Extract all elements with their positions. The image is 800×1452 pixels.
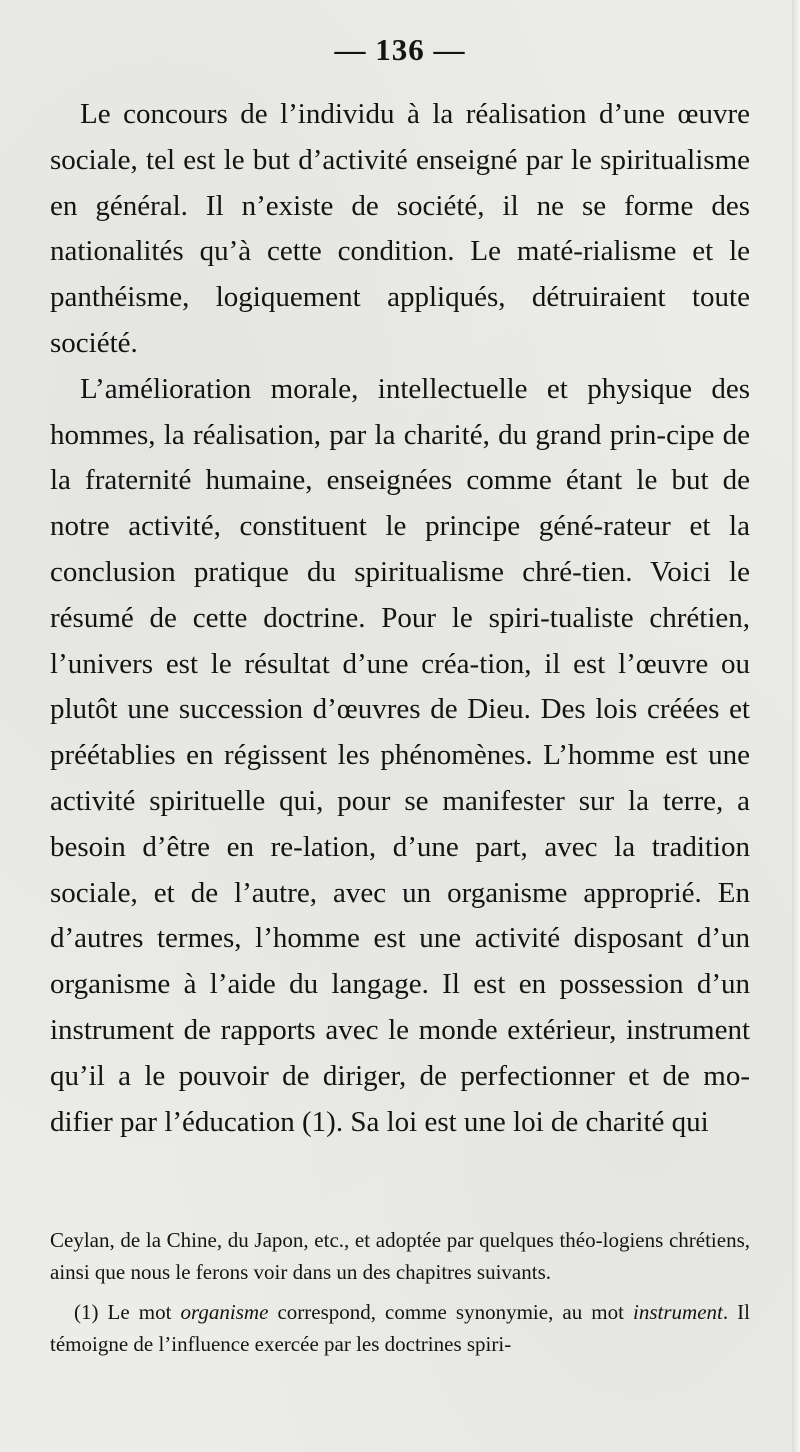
footnote-text-part: Le mot <box>98 1300 181 1324</box>
footnote-text-part: correspond, comme synonymie, au mot <box>268 1300 634 1324</box>
page-edge <box>792 0 800 1452</box>
footnote-term-instrument: instrument <box>633 1300 723 1324</box>
paragraph-1: Le concours de l’individu à la réalisation d’une œuvre sociale, tel est le but d’activité enseigné par le spiritualisme en général. Il n’existe de société, il ne se forme des nationalités qu’à cette condition. Le maté-rialisme et le panthéisme, logiquement appliqués, détruiraient toute société. <box>50 98 750 359</box>
main-text <box>50 92 750 1145</box>
footnote-1 <box>50 1296 750 1360</box>
page-number: — 136 — <box>334 32 466 67</box>
paragraph-2: L’amélioration morale, intellectuelle et physique des hommes, la réalisation, par la charité, du grand prin-cipe de la fraternité humaine, enseignées comme étant le but de notre activité, constituent le principe géné-rateur et la conclusion pratique du spiritualisme chré-tien. Voici le résumé de cette doctrine. Pour le spiri-tualiste chrétien, l’univers est le résultat d’une créa-tion, il est l’œuvre ou plutôt une succession d’œuvres de Dieu. Des lois créées et préétablies en régissent les phénomènes. L’homme est une activité spirituelle qui, pour se manifester sur la terre, a besoin d’être en re-lation, d’une part, avec la tradition sociale, et de l’autre, avec un organisme approprié. En d’autres termes, l’homme est une activité disposant d’un organisme à l’aide du langage. Il est en possession d’un instrument de rapports avec le monde extérieur, instrument qu’il a le pouvoir de diriger, de perfectionner et de mo-difier par l’éducation (1). Sa loi est une loi de charité qui <box>50 372 750 1138</box>
footnote-marker: (1) <box>74 1300 99 1324</box>
footnote-text-part: . Il témoigne de l’influence exercée par les doctrines spiri- <box>50 1300 750 1356</box>
footnotes <box>50 1224 750 1360</box>
footnote-continuation: Ceylan, de la Chine, du Japon, etc., et adoptée par quelques théo-logiens chrétiens, ainsi que nous le ferons voir dans un des chapitres suivants. <box>50 1228 750 1284</box>
footnote-term-organisme: organisme <box>180 1300 269 1324</box>
